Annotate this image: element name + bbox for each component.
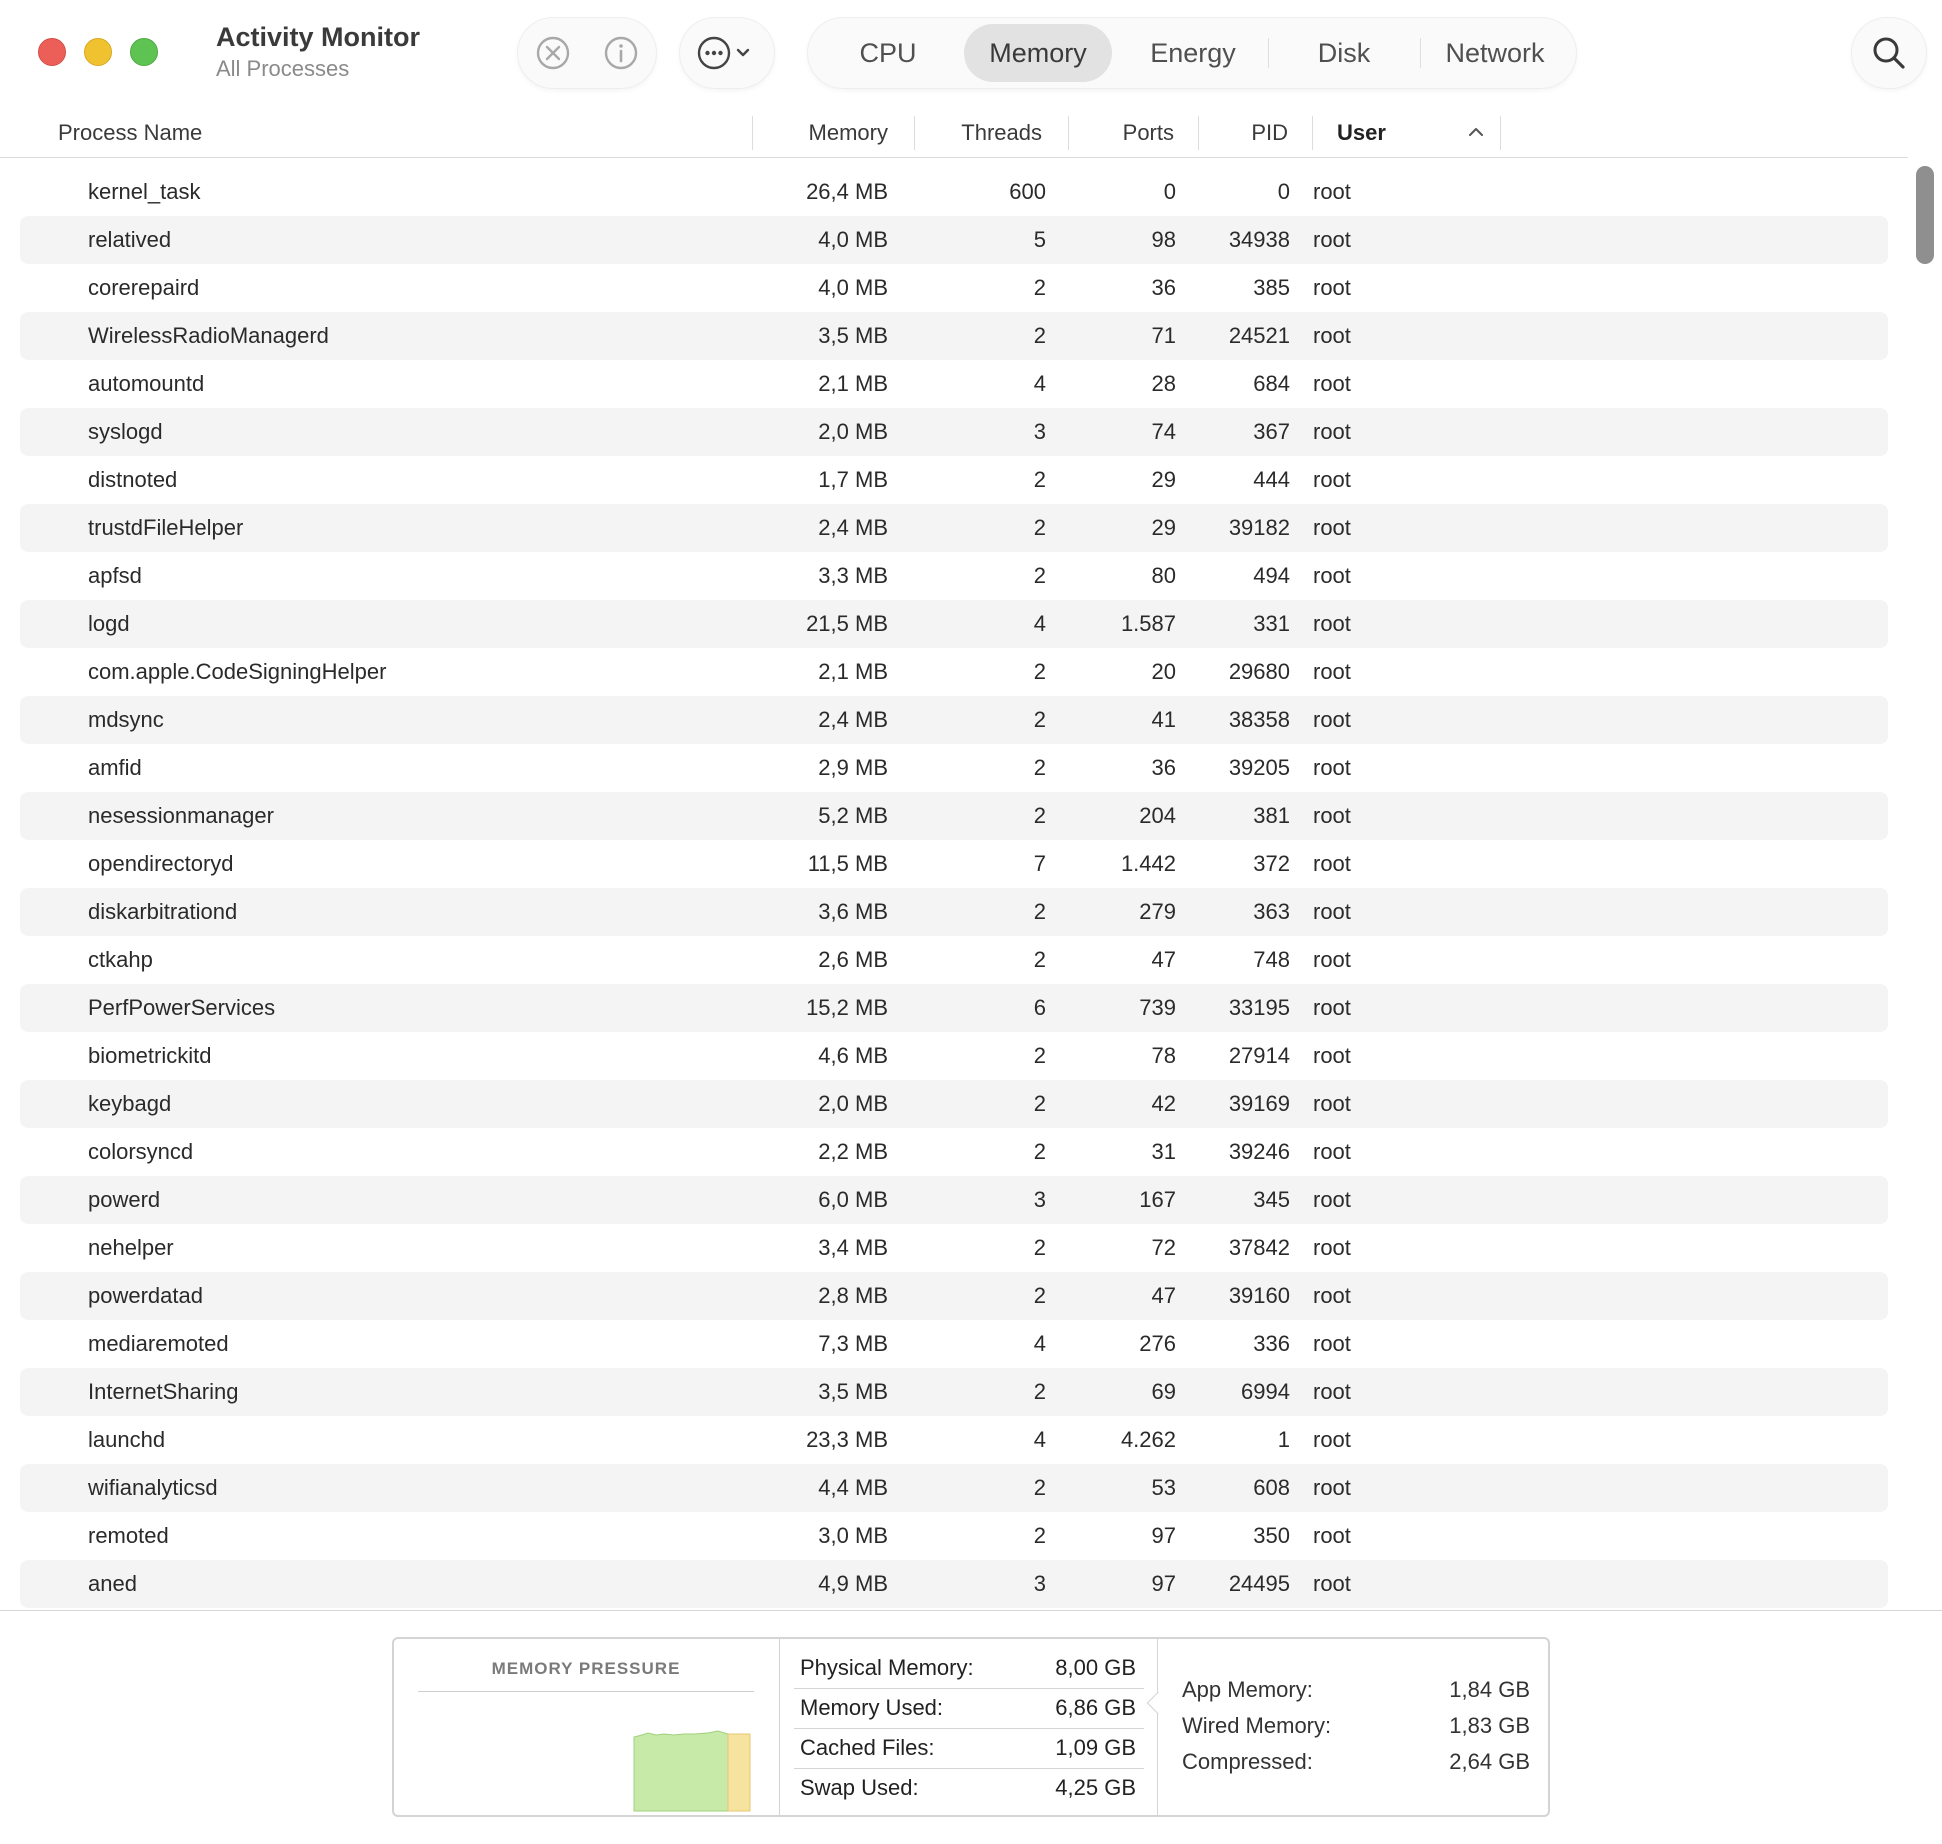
memory-breakdown-label: Compressed: bbox=[1182, 1749, 1313, 1774]
cell-ports: 36 bbox=[1151, 275, 1176, 300]
cell-threads: 2 bbox=[1033, 899, 1046, 924]
cell-ports: 42 bbox=[1151, 1091, 1176, 1116]
column-divider[interactable] bbox=[752, 116, 753, 150]
memory-breakdown-value: 2,64 GB bbox=[1449, 1749, 1530, 1774]
cell-memory: 3,6 MB bbox=[818, 899, 888, 924]
table-row[interactable] bbox=[20, 1080, 1888, 1128]
cell-threads: 5 bbox=[1033, 227, 1046, 252]
cell-memory: 3,0 MB bbox=[818, 1523, 888, 1548]
cell-name: mediaremoted bbox=[88, 1331, 229, 1356]
table-row[interactable] bbox=[20, 552, 1888, 600]
cell-memory: 4,0 MB bbox=[818, 227, 888, 252]
table-row[interactable] bbox=[20, 1464, 1888, 1512]
tab-memory[interactable]: Memory bbox=[964, 24, 1112, 82]
cell-pid: 37842 bbox=[1228, 1235, 1290, 1260]
cell-user: root bbox=[1313, 179, 1351, 204]
cell-memory: 26,4 MB bbox=[806, 179, 888, 204]
cell-user: root bbox=[1313, 275, 1351, 300]
cell-name: keybagd bbox=[88, 1091, 172, 1116]
cell-name: wifianalyticsd bbox=[88, 1475, 218, 1500]
cell-user: root bbox=[1313, 1283, 1351, 1308]
memory-summary-panel bbox=[392, 1637, 1550, 1817]
memory-stat-value: 1,09 GB bbox=[1055, 1735, 1136, 1760]
cell-pid: 363 bbox=[1253, 899, 1290, 924]
cell-threads: 2 bbox=[1033, 275, 1046, 300]
table-row[interactable] bbox=[20, 216, 1888, 264]
cell-memory: 6,0 MB bbox=[818, 1187, 888, 1212]
cell-threads: 2 bbox=[1033, 467, 1046, 492]
cell-pid: 33195 bbox=[1228, 995, 1290, 1020]
cell-user: root bbox=[1313, 563, 1351, 588]
table-row[interactable] bbox=[20, 1512, 1888, 1560]
cell-threads: 2 bbox=[1033, 323, 1046, 348]
cell-ports: 29 bbox=[1151, 467, 1176, 492]
cell-pid: 372 bbox=[1253, 851, 1290, 876]
cell-memory: 2,1 MB bbox=[818, 371, 888, 396]
column-header-threads[interactable]: Threads bbox=[961, 120, 1042, 145]
table-row[interactable] bbox=[20, 984, 1888, 1032]
table-row[interactable] bbox=[20, 1272, 1888, 1320]
cell-memory: 2,9 MB bbox=[818, 755, 888, 780]
stop-process-icon bbox=[535, 35, 571, 71]
table-header bbox=[0, 108, 1908, 158]
cell-ports: 71 bbox=[1151, 323, 1176, 348]
cell-ports: 0 bbox=[1163, 179, 1176, 204]
cell-threads: 2 bbox=[1033, 947, 1046, 972]
cell-pid: 345 bbox=[1253, 1187, 1290, 1212]
memory-stats bbox=[780, 1639, 1158, 1815]
cell-memory: 2,2 MB bbox=[818, 1139, 888, 1164]
cell-threads: 2 bbox=[1033, 1379, 1046, 1404]
cell-pid: 381 bbox=[1253, 803, 1290, 828]
cell-threads: 3 bbox=[1033, 1571, 1046, 1596]
cell-memory: 23,3 MB bbox=[806, 1427, 888, 1452]
cell-threads: 600 bbox=[1009, 179, 1046, 204]
table-row[interactable] bbox=[20, 600, 1888, 648]
cell-threads: 4 bbox=[1033, 611, 1046, 636]
memory-stat-value: 8,00 GB bbox=[1055, 1655, 1136, 1680]
cell-pid: 34938 bbox=[1228, 227, 1290, 252]
cell-memory: 4,0 MB bbox=[818, 275, 888, 300]
cell-pid: 385 bbox=[1253, 275, 1290, 300]
cell-memory: 2,6 MB bbox=[818, 947, 888, 972]
cell-user: root bbox=[1313, 659, 1351, 684]
inspect-process-button[interactable] bbox=[602, 34, 640, 72]
cell-name: distnoted bbox=[88, 467, 178, 492]
cell-user: root bbox=[1313, 323, 1351, 348]
cell-name: ctkahp bbox=[88, 947, 153, 972]
cell-memory: 2,8 MB bbox=[818, 1283, 888, 1308]
memory-summary-footer bbox=[0, 1610, 1942, 1844]
cell-ports: 20 bbox=[1151, 659, 1176, 684]
cell-pid: 6994 bbox=[1241, 1379, 1290, 1404]
cell-name: biometrickitd bbox=[88, 1043, 212, 1068]
table-row[interactable] bbox=[20, 264, 1888, 312]
cell-threads: 2 bbox=[1033, 1283, 1046, 1308]
column-header-memory[interactable]: Memory bbox=[808, 120, 888, 145]
column-divider[interactable] bbox=[1312, 116, 1313, 150]
cell-memory: 4,4 MB bbox=[818, 1475, 888, 1500]
cell-memory: 11,5 MB bbox=[807, 851, 888, 876]
memory-stat-label: Memory Used: bbox=[800, 1695, 944, 1720]
view-tabs bbox=[808, 18, 1576, 88]
cell-user: root bbox=[1313, 1379, 1351, 1404]
cell-memory: 2,4 MB bbox=[818, 515, 888, 540]
cell-memory: 3,5 MB bbox=[818, 323, 888, 348]
cell-user: root bbox=[1313, 1043, 1351, 1068]
memory-breakdown-row bbox=[1182, 1713, 1530, 1749]
memory-breakdown-value: 1,84 GB bbox=[1449, 1677, 1530, 1702]
cell-name: diskarbitrationd bbox=[88, 899, 238, 924]
cell-name: PerfPowerServices bbox=[88, 995, 276, 1020]
cell-name: kernel_task bbox=[88, 179, 201, 204]
cell-threads: 2 bbox=[1033, 1091, 1046, 1116]
sort-ascending-icon bbox=[1468, 126, 1484, 138]
cell-pid: 39205 bbox=[1228, 755, 1290, 780]
cell-ports: 276 bbox=[1139, 1331, 1176, 1356]
cell-threads: 3 bbox=[1033, 419, 1046, 444]
cell-ports: 279 bbox=[1139, 899, 1176, 924]
cell-user: root bbox=[1313, 947, 1351, 972]
memory-stat-row bbox=[794, 1769, 1144, 1809]
cell-user: root bbox=[1313, 1091, 1351, 1116]
cell-ports: 29 bbox=[1151, 515, 1176, 540]
cell-pid: 350 bbox=[1253, 1523, 1290, 1548]
table-row[interactable] bbox=[20, 648, 1888, 696]
memory-stat-row bbox=[794, 1689, 1144, 1729]
cell-memory: 3,5 MB bbox=[818, 1379, 888, 1404]
memory-pressure-title: MEMORY PRESSURE bbox=[418, 1659, 754, 1692]
table-row[interactable] bbox=[20, 456, 1888, 504]
cell-ports: 98 bbox=[1151, 227, 1176, 252]
cell-pid: 39246 bbox=[1228, 1139, 1290, 1164]
cell-user: root bbox=[1313, 803, 1351, 828]
table-row[interactable] bbox=[20, 696, 1888, 744]
cell-threads: 7 bbox=[1033, 851, 1046, 876]
cell-threads: 2 bbox=[1033, 1139, 1046, 1164]
cell-name: aned bbox=[88, 1571, 137, 1596]
cell-threads: 2 bbox=[1033, 707, 1046, 732]
window-title: Activity Monitor bbox=[216, 22, 421, 52]
scrollbar-thumb[interactable] bbox=[1916, 166, 1934, 264]
cell-threads: 2 bbox=[1033, 1475, 1046, 1500]
cell-pid: 39160 bbox=[1228, 1283, 1290, 1308]
more-actions-menu[interactable] bbox=[680, 18, 774, 88]
cell-memory: 2,0 MB bbox=[818, 1091, 888, 1116]
cell-memory: 2,4 MB bbox=[818, 707, 888, 732]
process-actions-group bbox=[518, 18, 656, 88]
table-row[interactable] bbox=[20, 504, 1888, 552]
cell-threads: 4 bbox=[1033, 371, 1046, 396]
table-row[interactable] bbox=[20, 360, 1888, 408]
cell-threads: 2 bbox=[1033, 659, 1046, 684]
more-actions-icon bbox=[696, 35, 756, 71]
table-row[interactable] bbox=[20, 1560, 1888, 1608]
memory-stat-value: 4,25 GB bbox=[1055, 1775, 1136, 1800]
memory-stat-row bbox=[794, 1729, 1144, 1769]
cell-user: root bbox=[1313, 419, 1351, 444]
cell-pid: 24521 bbox=[1228, 323, 1290, 348]
cell-memory: 4,6 MB bbox=[818, 1043, 888, 1068]
cell-user: root bbox=[1313, 515, 1351, 540]
cell-memory: 4,9 MB bbox=[818, 1571, 888, 1596]
cell-pid: 748 bbox=[1253, 947, 1290, 972]
cell-pid: 39182 bbox=[1228, 515, 1290, 540]
tab-energy[interactable]: Energy bbox=[1150, 38, 1236, 68]
cell-threads: 6 bbox=[1033, 995, 1046, 1020]
cell-memory: 15,2 MB bbox=[806, 995, 888, 1020]
cell-name: WirelessRadioManagerd bbox=[88, 323, 329, 348]
minimize-window-button[interactable] bbox=[84, 38, 112, 66]
column-header-process-name[interactable]: Process Name bbox=[58, 120, 203, 145]
table-row[interactable] bbox=[20, 408, 1888, 456]
cell-name: InternetSharing bbox=[88, 1379, 239, 1404]
column-divider[interactable] bbox=[914, 116, 915, 150]
cell-ports: 1.587 bbox=[1120, 611, 1176, 636]
memory-stat-label: Swap Used: bbox=[800, 1775, 919, 1800]
cell-ports: 72 bbox=[1151, 1235, 1176, 1260]
table-row[interactable] bbox=[20, 792, 1888, 840]
cell-ports: 204 bbox=[1139, 803, 1176, 828]
cell-ports: 69 bbox=[1151, 1379, 1176, 1404]
cell-user: root bbox=[1313, 1475, 1351, 1500]
cell-name: opendirectoryd bbox=[88, 851, 234, 876]
column-divider[interactable] bbox=[1068, 116, 1069, 150]
cell-threads: 2 bbox=[1033, 803, 1046, 828]
table-row[interactable] bbox=[20, 888, 1888, 936]
cell-pid: 336 bbox=[1253, 1331, 1290, 1356]
cell-user: root bbox=[1313, 995, 1351, 1020]
cell-name: nesessionmanager bbox=[88, 803, 274, 828]
cell-pid: 29680 bbox=[1228, 659, 1290, 684]
more-actions-button[interactable] bbox=[696, 34, 756, 72]
cell-threads: 2 bbox=[1033, 1523, 1046, 1548]
cell-threads: 2 bbox=[1033, 755, 1046, 780]
process-table bbox=[0, 168, 1908, 1610]
toolbar bbox=[0, 0, 1942, 108]
cell-user: root bbox=[1313, 467, 1351, 492]
table-row[interactable] bbox=[20, 1176, 1888, 1224]
cell-name: powerdatad bbox=[88, 1283, 203, 1308]
cell-ports: 97 bbox=[1151, 1523, 1176, 1548]
cell-name: corerepaird bbox=[88, 275, 200, 300]
tab-cpu[interactable]: CPU bbox=[859, 38, 917, 68]
memory-breakdown-label: App Memory: bbox=[1182, 1677, 1313, 1702]
memory-breakdown-label: Wired Memory: bbox=[1182, 1713, 1332, 1738]
zoom-window-button[interactable] bbox=[130, 38, 158, 66]
vertical-scrollbar[interactable] bbox=[1914, 164, 1936, 1604]
cell-name: automountd bbox=[88, 371, 205, 396]
cell-name: mdsync bbox=[88, 707, 164, 732]
cell-ports: 53 bbox=[1151, 1475, 1176, 1500]
cell-name: remoted bbox=[88, 1523, 169, 1548]
cell-pid: 38358 bbox=[1228, 707, 1290, 732]
memory-breakdown bbox=[1158, 1639, 1548, 1815]
cell-name: logd bbox=[88, 611, 130, 636]
cell-name: launchd bbox=[88, 1427, 166, 1452]
search-icon bbox=[1870, 34, 1908, 72]
cell-user: root bbox=[1313, 707, 1351, 732]
cell-name: amfid bbox=[88, 755, 142, 780]
cell-user: root bbox=[1313, 899, 1351, 924]
cell-name: powerd bbox=[88, 1187, 161, 1212]
cell-memory: 7,3 MB bbox=[818, 1331, 888, 1356]
cell-pid: 331 bbox=[1253, 611, 1290, 636]
cell-user: root bbox=[1313, 1571, 1351, 1596]
cell-pid: 1 bbox=[1277, 1427, 1290, 1452]
table-row[interactable] bbox=[20, 1368, 1888, 1416]
table-row[interactable] bbox=[20, 1320, 1888, 1368]
cell-memory: 3,3 MB bbox=[818, 563, 888, 588]
cell-pid: 608 bbox=[1253, 1475, 1290, 1500]
cell-ports: 36 bbox=[1151, 755, 1176, 780]
cell-memory: 3,4 MB bbox=[818, 1235, 888, 1260]
cell-memory: 1,7 MB bbox=[818, 467, 888, 492]
cell-pid: 494 bbox=[1253, 563, 1290, 588]
cell-pid: 27914 bbox=[1228, 1043, 1290, 1068]
cell-ports: 739 bbox=[1139, 995, 1176, 1020]
memory-stat-row bbox=[794, 1649, 1144, 1689]
cell-pid: 24495 bbox=[1228, 1571, 1290, 1596]
cell-user: root bbox=[1313, 1139, 1351, 1164]
cell-ports: 74 bbox=[1151, 419, 1176, 444]
cell-user: root bbox=[1313, 1235, 1351, 1260]
cell-ports: 31 bbox=[1151, 1139, 1176, 1164]
cell-ports: 97 bbox=[1151, 1571, 1176, 1596]
cell-ports: 78 bbox=[1151, 1043, 1176, 1068]
cell-threads: 2 bbox=[1033, 1043, 1046, 1068]
cell-ports: 1.442 bbox=[1120, 851, 1176, 876]
memory-pressure-graph bbox=[394, 1639, 780, 1815]
tab-divider bbox=[1420, 38, 1421, 68]
column-divider[interactable] bbox=[1198, 116, 1199, 150]
cell-ports: 4.262 bbox=[1120, 1427, 1176, 1452]
cell-name: nehelper bbox=[88, 1235, 174, 1260]
cell-pid: 684 bbox=[1253, 371, 1290, 396]
cell-user: root bbox=[1313, 1427, 1351, 1452]
cell-user: root bbox=[1313, 1523, 1351, 1548]
table-row[interactable] bbox=[20, 936, 1888, 984]
memory-stat-value: 6,86 GB bbox=[1055, 1695, 1136, 1720]
cell-user: root bbox=[1313, 755, 1351, 780]
cell-user: root bbox=[1313, 227, 1351, 252]
column-header-user[interactable]: User bbox=[1337, 120, 1386, 145]
stop-process-button[interactable] bbox=[534, 34, 572, 72]
close-window-button[interactable] bbox=[38, 38, 66, 66]
info-icon bbox=[603, 35, 639, 71]
table-row[interactable] bbox=[20, 168, 1888, 216]
memory-breakdown-value: 1,83 GB bbox=[1449, 1713, 1530, 1738]
tab-disk[interactable]: Disk bbox=[1317, 38, 1371, 68]
tab-divider bbox=[1268, 38, 1269, 68]
table-row[interactable] bbox=[20, 312, 1888, 360]
cell-user: root bbox=[1313, 1187, 1351, 1212]
cell-ports: 47 bbox=[1151, 1283, 1176, 1308]
cell-ports: 41 bbox=[1151, 707, 1176, 732]
memory-stat-label: Cached Files: bbox=[800, 1735, 935, 1760]
column-header-ports[interactable]: Ports bbox=[1122, 120, 1174, 145]
column-header-pid[interactable]: PID bbox=[1251, 120, 1288, 145]
table-row[interactable] bbox=[20, 744, 1888, 792]
cell-name: trustdFileHelper bbox=[88, 515, 244, 540]
cell-pid: 0 bbox=[1277, 179, 1290, 204]
cell-ports: 80 bbox=[1151, 563, 1176, 588]
cell-threads: 4 bbox=[1033, 1427, 1046, 1452]
table-row[interactable] bbox=[20, 1416, 1888, 1464]
cell-user: root bbox=[1313, 1331, 1351, 1356]
search-button[interactable] bbox=[1852, 18, 1926, 88]
cell-threads: 3 bbox=[1033, 1187, 1046, 1212]
cell-user: root bbox=[1313, 851, 1351, 876]
cell-memory: 5,2 MB bbox=[818, 803, 888, 828]
table-row[interactable] bbox=[20, 1224, 1888, 1272]
cell-user: root bbox=[1313, 371, 1351, 396]
window-subtitle: All Processes bbox=[216, 56, 350, 81]
cell-threads: 2 bbox=[1033, 515, 1046, 540]
tab-network[interactable]: Network bbox=[1445, 38, 1545, 68]
cell-name: com.apple.CodeSigningHelper bbox=[88, 659, 387, 684]
column-divider[interactable] bbox=[1500, 116, 1501, 150]
table-row[interactable] bbox=[20, 1032, 1888, 1080]
cell-pid: 444 bbox=[1253, 467, 1290, 492]
cell-ports: 167 bbox=[1139, 1187, 1176, 1212]
cell-threads: 4 bbox=[1033, 1331, 1046, 1356]
memory-pressure-section bbox=[394, 1639, 780, 1815]
cell-memory: 21,5 MB bbox=[806, 611, 888, 636]
cell-threads: 2 bbox=[1033, 563, 1046, 588]
cell-name: colorsyncd bbox=[88, 1139, 194, 1164]
cell-ports: 47 bbox=[1151, 947, 1176, 972]
memory-breakdown-row bbox=[1182, 1677, 1530, 1713]
memory-breakdown-row bbox=[1182, 1749, 1530, 1785]
cell-name: syslogd bbox=[88, 419, 163, 444]
cell-pid: 367 bbox=[1253, 419, 1290, 444]
cell-memory: 2,1 MB bbox=[818, 659, 888, 684]
memory-stat-label: Physical Memory: bbox=[800, 1655, 974, 1680]
cell-memory: 2,0 MB bbox=[818, 419, 888, 444]
cell-pid: 39169 bbox=[1228, 1091, 1290, 1116]
cell-threads: 2 bbox=[1033, 1235, 1046, 1260]
table-row[interactable] bbox=[20, 1128, 1888, 1176]
cell-ports: 28 bbox=[1151, 371, 1176, 396]
cell-user: root bbox=[1313, 611, 1351, 636]
table-row[interactable] bbox=[20, 840, 1888, 888]
cell-name: relatived bbox=[88, 227, 172, 252]
cell-name: apfsd bbox=[88, 563, 142, 588]
